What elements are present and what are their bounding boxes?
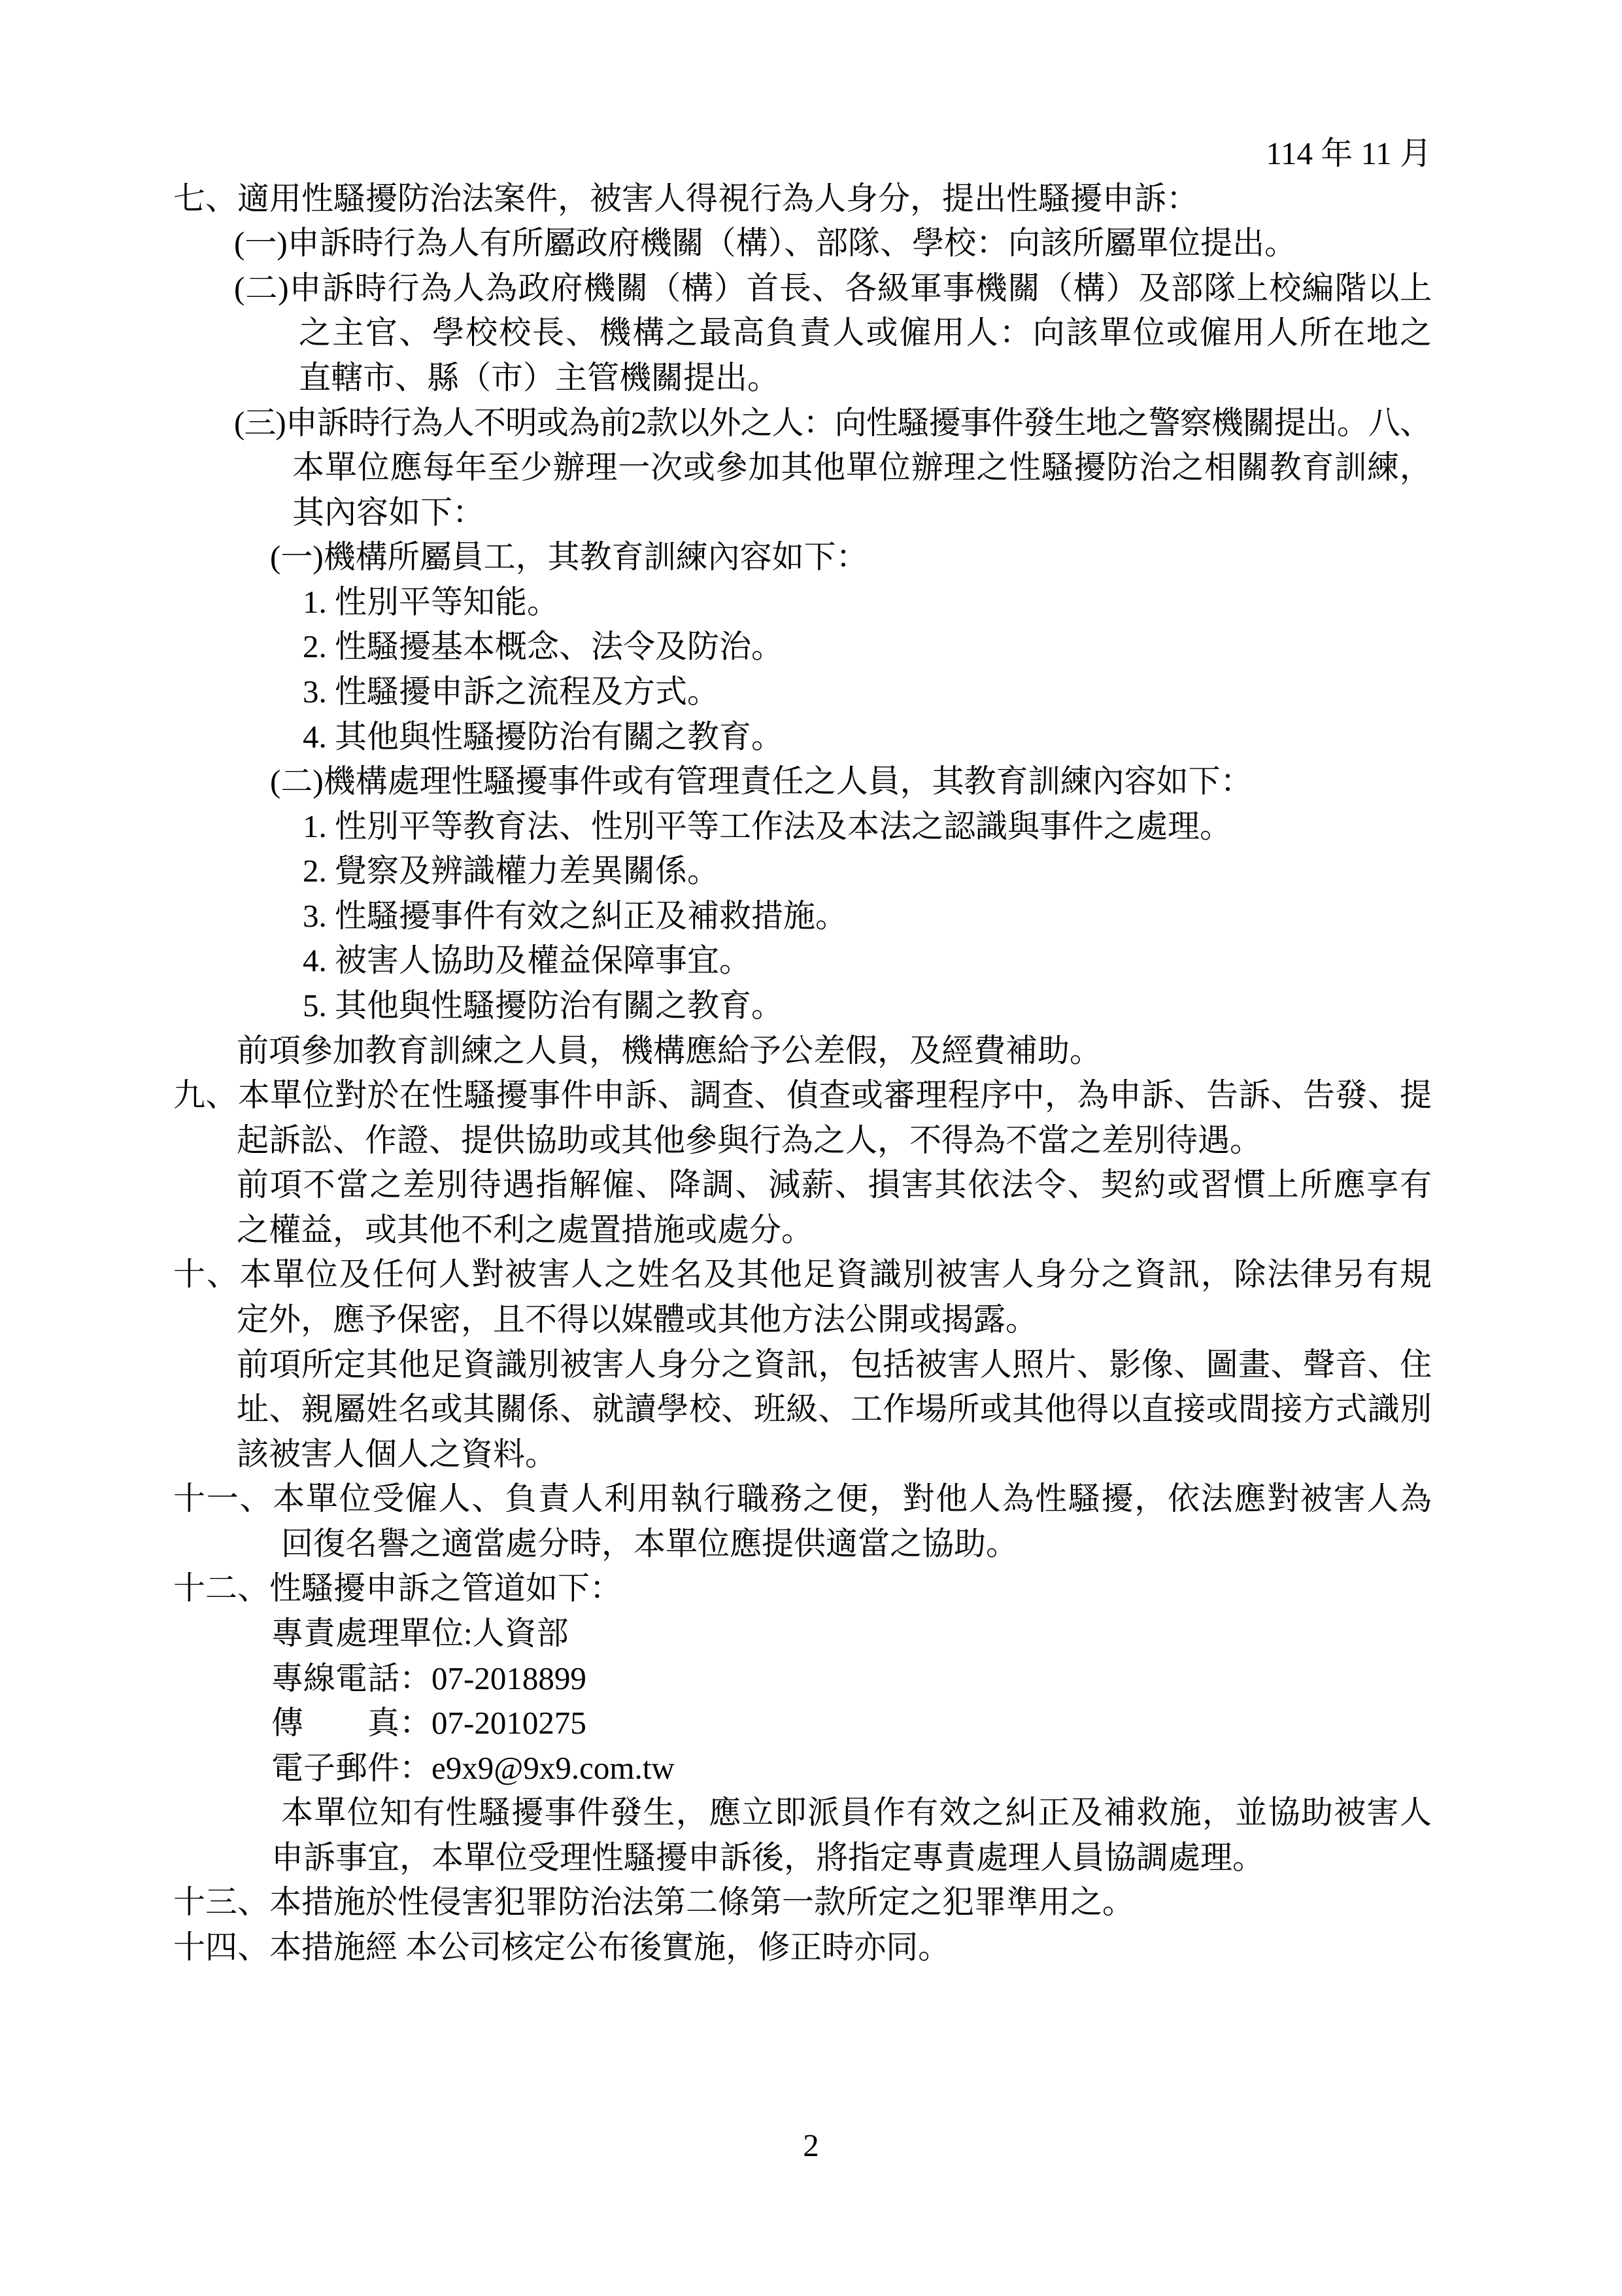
- text-line: 申訴事宜，本單位受理性騷擾申訴後，將指定專責處理人員協調處理。: [271, 1839, 1265, 1876]
- text-line: 起訴訟、作證、提供協助或其他參與行為之人，不得為不當之差別待遇。: [237, 1122, 1262, 1158]
- text-line: 之權益，或其他不利之處置措施或處分。: [237, 1211, 814, 1248]
- text-line: 該被害人個人之資料。: [237, 1435, 558, 1472]
- text-line: 專線電話：07-2018899: [271, 1660, 586, 1696]
- text-line: 4. 被害人協助及權益保障事宜。: [303, 942, 752, 979]
- text-line: 1. 性別平等知能。: [303, 583, 560, 620]
- text-line: 十四、本措施經 本公司核定公布後實施，修正時亦同。: [173, 1929, 951, 1965]
- text-line: 3. 性騷擾事件有效之糾正及補救措施。: [303, 897, 848, 934]
- text-line: 電子郵件：e9x9@9x9.com.tw: [271, 1749, 675, 1786]
- text-line: 九、本單位對於在性騷擾事件申訴、調查、偵查或審理程序中，為申訴、告訴、告發、提: [173, 1077, 1432, 1114]
- text-line: 十、本單位及任何人對被害人之姓名及其他足資識別被害人身分之資訊，除法律另有規: [173, 1256, 1433, 1293]
- text-line: 七、適用性騷擾防治法案件，被害人得視行為人身分，提出性騷擾申訴：: [173, 180, 1199, 216]
- text-line: 5. 其他與性騷擾防治有關之教育。: [303, 987, 784, 1023]
- text-line: 專責處理單位:人資部: [271, 1615, 569, 1651]
- text-line: 2. 性騷擾基本概念、法令及防治。: [303, 628, 784, 665]
- header-date: 114 年 11 月: [1266, 135, 1432, 171]
- text-line: 十一、本單位受僱人、負責人利用執行職務之便，對他人為性騷擾，依法應對被害人為: [173, 1481, 1433, 1517]
- text-line: 3. 性騷擾申訴之流程及方式。: [303, 673, 720, 710]
- text-line: 址、親屬姓名或其關係、就讀學校、班級、工作場所或其他得以直接或間接方式識別: [237, 1391, 1432, 1428]
- text-line: 本單位應每年至少辦理一次或參加其他單位辦理之性騷擾防治之相關教育訓練，: [292, 449, 1432, 485]
- text-line: (三)申訴時行為人不明或為前2款以外之人：向性騷擾事件發生地之警察機關提出。八、: [234, 404, 1431, 441]
- text-line: 前項不當之差別待遇指解僱、降調、減薪、損害其依法令、契約或習慣上所應享有: [237, 1167, 1433, 1203]
- text-line: (一)機構所屬員工，其教育訓練內容如下：: [270, 539, 868, 575]
- text-line: 2. 覺察及辨識權力差異關係。: [303, 853, 720, 889]
- text-line: 定外，應予保密，且不得以媒體或其他方法公開或揭露。: [237, 1301, 1038, 1337]
- text-line: (二)申訴時行為人為政府機關（構）首長、各級軍事機關（構）及部隊上校編階以上: [234, 269, 1433, 306]
- page-number: 2: [803, 2127, 819, 2163]
- text-line: 本單位知有性騷擾事件發生，應立即派員作有效之糾正及補救施，並協助被害人: [281, 1794, 1433, 1831]
- text-line: (一)申訴時行為人有所屬政府機關（構）、部隊、學校：向該所屬單位提出。: [234, 225, 1297, 262]
- text-line: 4. 其他與性騷擾防治有關之教育。: [303, 718, 784, 755]
- text-line: 其內容如下：: [292, 494, 485, 530]
- text-line: 回復名譽之適當處分時，本單位應提供適當之協助。: [281, 1525, 1019, 1562]
- text-line: 前項所定其他足資識別被害人身分之資訊，包括被害人照片、影像、圖畫、聲音、住: [237, 1346, 1432, 1382]
- text-line: 前項參加教育訓練之人員，機構應給予公差假，及經費補助。: [237, 1032, 1102, 1069]
- text-line: 傳 真：07-2010275: [271, 1705, 586, 1741]
- text-line: (二)機構處理性騷擾事件或有管理責任之人員，其教育訓練內容如下：: [270, 763, 1253, 800]
- text-line: 1. 性別平等教育法、性別平等工作法及本法之認識與事件之處理。: [303, 808, 1232, 844]
- text-line: 十二、性騷擾申訴之管道如下：: [173, 1570, 622, 1607]
- text-line: 十三、本措施於性侵害犯罪防治法第二條第一款所定之犯罪準用之。: [173, 1884, 1135, 1921]
- text-line: 直轄市、縣（市）主管機關提出。: [299, 359, 780, 396]
- text-line: 之主官、學校校長、機構之最高負責人或僱用人：向該單位或僱用人所在地之: [299, 315, 1434, 351]
